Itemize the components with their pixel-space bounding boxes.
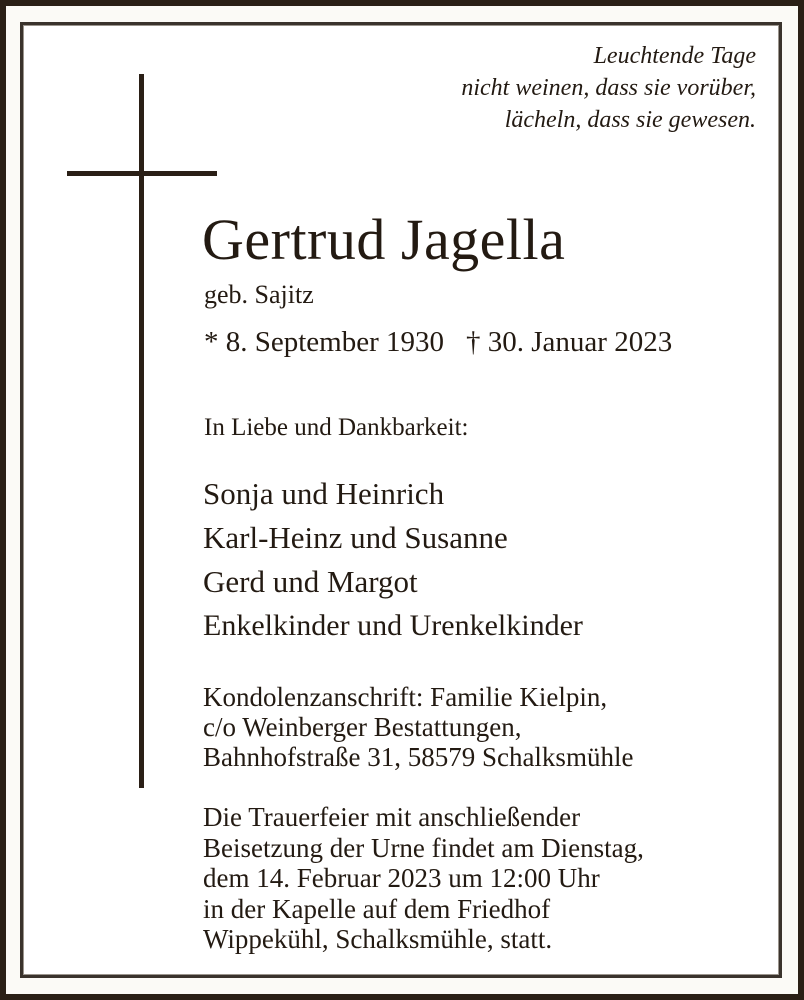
mourner-entry: Karl-Heinz und Susanne	[203, 520, 508, 555]
cross-icon-horizontal	[67, 171, 217, 176]
condolence-address	[203, 682, 633, 772]
quote-line: nicht weinen, dass sie vorüber,	[461, 75, 756, 101]
memorial-quote	[461, 40, 756, 136]
ceremony-line: in der Kapelle auf dem Friedhof	[203, 893, 551, 924]
address-line: Kondolenzanschrift: Familie Kielpin,	[203, 682, 608, 712]
ceremony-line: Die Trauerfeier mit anschließender	[203, 802, 581, 832]
mourner-entry: Enkelkinder und Urenkelkinder	[203, 609, 583, 642]
mourners-intro: In Liebe und Dankbarkeit:	[204, 414, 469, 441]
address-line: c/o Weinberger Bestattungen,	[203, 712, 522, 742]
mourner-entry: Sonja und Heinrich	[203, 476, 445, 511]
mourners-list	[203, 472, 583, 648]
address-line: Bahnhofstraße 31, 58579 Schalksmühle	[203, 742, 634, 772]
deceased-name: Gertrud Jagella	[202, 207, 566, 272]
ceremony-notice	[203, 802, 644, 955]
ceremony-line: dem 14. Februar 2023 um 12:00 Uhr	[203, 863, 600, 893]
birth-date: * 8. September 1930	[204, 326, 445, 358]
life-dates	[204, 324, 672, 360]
ceremony-line: Beisetzung der Urne findet am Dienstag,	[203, 832, 644, 863]
maiden-name: geb. Sajitz	[204, 280, 314, 309]
mourner-entry: Gerd und Margot	[203, 564, 418, 599]
ceremony-line: Wippekühl, Schalksmühle, statt.	[203, 924, 553, 954]
quote-line: Leuchtende Tage	[593, 43, 756, 69]
cross-icon-vertical	[139, 74, 144, 788]
death-date: † 30. Januar 2023	[466, 326, 673, 358]
quote-line: lächeln, dass sie gewesen.	[504, 107, 756, 133]
